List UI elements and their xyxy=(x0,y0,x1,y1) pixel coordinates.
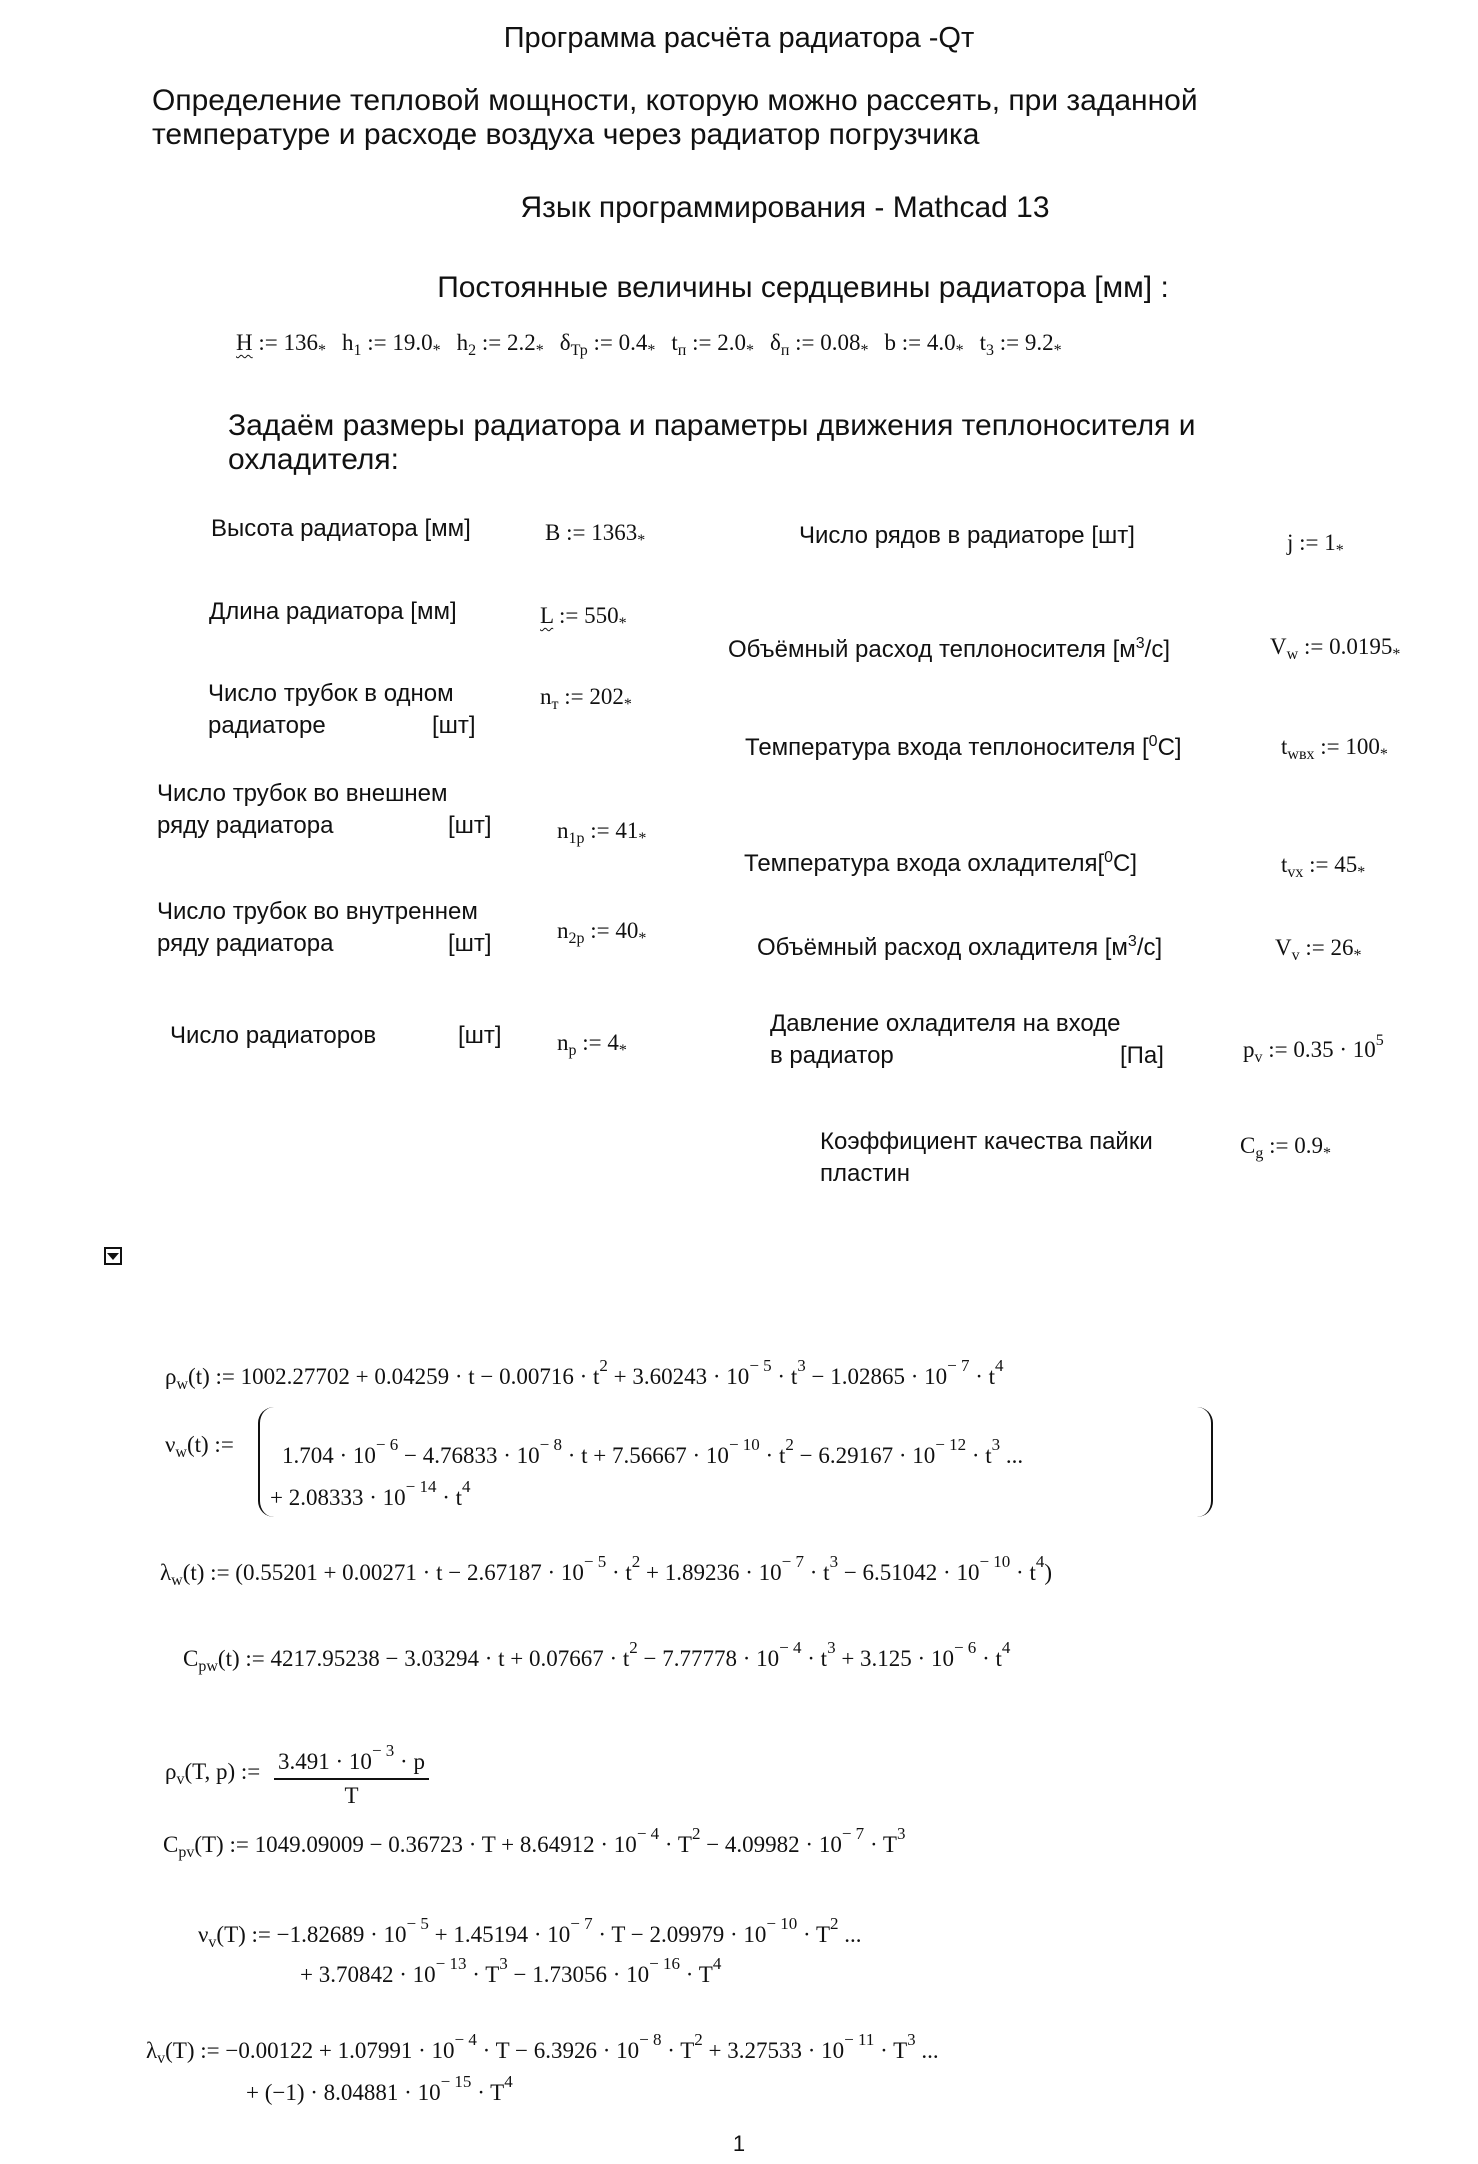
formula-text: · T xyxy=(471,2080,505,2105)
value: 45 xyxy=(1334,852,1358,877)
definition-marker: * xyxy=(1379,746,1388,763)
formula-exponent: 3 xyxy=(827,1638,836,1657)
input-label-line2: радиаторе xyxy=(208,712,326,739)
formula-text: ... xyxy=(838,1922,862,1947)
formula-exponent: − 3 xyxy=(371,1741,395,1760)
label-text: С] xyxy=(1113,850,1138,877)
right-paren xyxy=(1195,1407,1213,1517)
formula-exponent: − 12 xyxy=(935,1435,967,1454)
value: 136 xyxy=(283,330,318,355)
definition-marker: * xyxy=(638,930,647,947)
variable-name: n xyxy=(540,684,552,709)
input-label: Длина радиатора [мм] xyxy=(209,598,457,625)
input-label: Число трубок во внутреннем xyxy=(157,898,478,925)
description-line-2: температуре и расходе воздуха через радиатор погрузчика xyxy=(152,118,980,151)
formula-exponent: − 4 xyxy=(636,1824,660,1843)
collapse-arrow-icon xyxy=(107,1253,119,1260)
formula-exponent: 4 xyxy=(462,1477,471,1496)
page-number: 1 xyxy=(732,2131,746,2156)
formula-exponent: 2 xyxy=(631,1552,641,1571)
formula-exponent: − 5 xyxy=(749,1356,772,1375)
input-field[interactable] xyxy=(1281,852,1365,882)
formula-subscript: w xyxy=(176,1376,189,1393)
value: 4.0 xyxy=(926,330,956,355)
formula-nu-v-line2[interactable] xyxy=(300,1950,721,1989)
definition-marker: * xyxy=(637,532,646,549)
label-text: Температура входа охладителя[ xyxy=(744,850,1105,877)
value: 4 xyxy=(607,1030,619,1055)
formula-lhs xyxy=(165,1758,261,1788)
value: 26 xyxy=(1330,935,1354,960)
variable-name: δ xyxy=(769,330,781,355)
input-field[interactable] xyxy=(557,918,646,948)
formula-exponent: 3 xyxy=(907,2030,916,2049)
variable-subscript: g xyxy=(1255,1145,1264,1162)
input-unit: [шт] xyxy=(448,930,492,957)
formula-text: · T − 6.3926 · 10 xyxy=(476,2038,640,2063)
formula-exponent: 3 xyxy=(991,1435,1001,1454)
assign-operator: := xyxy=(361,330,393,355)
label-text: С] xyxy=(1157,734,1182,761)
formula-exponent: − 7 xyxy=(570,1914,593,1933)
formula-text: + 2.08333 · 10 xyxy=(270,1485,406,1510)
value: 0.4 xyxy=(618,330,648,355)
formula-exponent: − 11 xyxy=(844,2030,875,2049)
formula-text: ) xyxy=(1044,1560,1053,1585)
formula-rho-w[interactable] xyxy=(165,1352,1004,1399)
variable-name: t xyxy=(1281,734,1288,759)
formula-text: C xyxy=(183,1646,199,1671)
formula-text: · t + 7.56667 · 10 xyxy=(562,1443,729,1468)
formula-text: + 1.89236 · 10 xyxy=(640,1560,782,1585)
formula-subscript: v xyxy=(176,1770,185,1788)
exponent: 5 xyxy=(1375,1032,1384,1049)
value: 1363 xyxy=(591,520,638,545)
input-field[interactable] xyxy=(557,818,646,848)
formula-exponent: − 10 xyxy=(979,1552,1011,1571)
formula-text: (T) := 1049.09009 − 0.36723 · T + 8.64912 · 10 xyxy=(194,1832,637,1857)
formula-exponent: 4 xyxy=(1001,1638,1011,1657)
formula-exponent: 3 xyxy=(499,1954,508,1973)
inputs-heading-line-2: охладителя: xyxy=(228,443,399,476)
formula-text: (t) := xyxy=(186,1432,234,1457)
assign-operator: := xyxy=(553,603,585,628)
label-text: Объёмный расход теплоносителя [м xyxy=(728,636,1136,663)
formula-text: ρ xyxy=(165,1758,177,1784)
label-text: Температура входа теплоносителя [ xyxy=(745,734,1149,761)
formula-subscript: pv xyxy=(178,1844,195,1861)
formula-exponent: − 5 xyxy=(406,1914,429,1933)
variable-subscript: п xyxy=(677,342,687,359)
formula-text: (T) := −1.82689 · 10 xyxy=(216,1922,407,1947)
definition-marker: * xyxy=(318,342,326,359)
formula-text: · T xyxy=(797,1922,830,1947)
variable-name: j xyxy=(1287,530,1294,555)
formula-exponent: − 14 xyxy=(405,1477,437,1496)
formula-text: · t xyxy=(436,1485,463,1510)
formula-text: · T xyxy=(661,2038,695,2063)
variable-name: n xyxy=(557,1030,569,1055)
language-line: Язык программирования - Mathcad 13 xyxy=(520,191,1050,224)
formula-text: · t xyxy=(969,1364,996,1389)
value: 0.0195 xyxy=(1329,634,1393,659)
numerator xyxy=(274,1737,429,1780)
variable-subscript: т xyxy=(551,696,559,713)
formula-text: + 1.45194 · 10 xyxy=(428,1922,571,1947)
input-label: Число трубок во внешнем xyxy=(157,780,448,807)
formula-text: C xyxy=(163,1832,179,1857)
formula-exponent: 3 xyxy=(797,1356,806,1375)
input-label: Число трубок в одном xyxy=(208,680,454,707)
formula-exponent: − 10 xyxy=(728,1435,760,1454)
formula-nu-w-line2[interactable] xyxy=(270,1473,471,1512)
formula-text: + 3.70842 · 10 xyxy=(300,1962,436,1987)
variable-subscript: п xyxy=(780,342,790,359)
fraction xyxy=(274,1737,429,1810)
value: 550 xyxy=(584,603,619,628)
formula-text: · T xyxy=(680,1962,713,1987)
assign-operator: := xyxy=(686,330,718,355)
formula-text: · t xyxy=(966,1443,992,1468)
variable-name: n xyxy=(557,918,569,943)
assign-operator: := xyxy=(1299,935,1331,960)
label-text: /с] xyxy=(1136,934,1163,961)
formula-text: (T) := −0.00122 + 1.07991 · 10 xyxy=(165,2038,455,2063)
input-field[interactable] xyxy=(1275,935,1362,965)
formula-exponent: 4 xyxy=(995,1356,1004,1375)
input-label: Высота радиатора [мм] xyxy=(211,515,471,542)
variable-subscript: v xyxy=(1254,1049,1263,1066)
definition-marker: * xyxy=(535,342,544,359)
formula-text: · t xyxy=(801,1646,828,1671)
variable-subscript: v xyxy=(1291,947,1300,964)
formula-exponent: − 4 xyxy=(779,1638,802,1657)
formula-text: ν xyxy=(165,1432,176,1457)
assign-operator: := xyxy=(252,330,284,355)
formula-text: − 1.02865 · 10 xyxy=(805,1364,948,1389)
formula-subscript: v xyxy=(157,2050,166,2067)
definition-marker: * xyxy=(618,615,627,632)
assign-operator: := xyxy=(587,330,619,355)
constant-4 xyxy=(671,330,754,359)
variable-subscript: 2р xyxy=(568,930,585,947)
input-field[interactable] xyxy=(1270,634,1400,664)
input-field[interactable] xyxy=(1281,734,1388,764)
value: 2.0 xyxy=(717,330,746,355)
input-label: Коэффициент качества пайки xyxy=(820,1128,1153,1155)
formula-exponent: 3 xyxy=(829,1552,839,1571)
formula-lambda-v-line1[interactable] xyxy=(146,2026,939,2073)
formula-lambda-w[interactable] xyxy=(160,1548,1052,1595)
formula-subscript: w xyxy=(171,1572,183,1589)
formula-text: − 4.76833 · 10 xyxy=(398,1443,540,1468)
variable-subscript: 2 xyxy=(468,342,477,359)
input-label xyxy=(757,926,1162,964)
formula-text: (t) := 1002.27702 + 0.04259 · t − 0.00716 · t xyxy=(188,1364,600,1389)
variable-subscript: Тр xyxy=(570,342,588,359)
label-superscript: 0 xyxy=(1148,733,1158,750)
variable-subscript: 1 xyxy=(353,342,362,359)
formula-exponent: − 15 xyxy=(440,2072,472,2091)
formula-exponent: 2 xyxy=(830,1914,839,1933)
value: 9.2 xyxy=(1024,330,1054,355)
formula-text: + 3.27533 · 10 xyxy=(702,2038,845,2063)
value: 100 xyxy=(1345,734,1380,759)
assign-operator: := xyxy=(1263,1133,1295,1158)
inputs-heading-line-1: Задаём размеры радиатора и параметры движения теплоносителя и xyxy=(228,409,1196,442)
input-unit: [Па] xyxy=(1120,1042,1164,1069)
formula-text: · T xyxy=(659,1832,692,1857)
definition-marker: * xyxy=(623,696,632,713)
label-superscript: 3 xyxy=(1127,933,1137,950)
label-text: /с] xyxy=(1144,636,1171,663)
variable-name: t xyxy=(979,330,987,355)
formula-cp-v[interactable] xyxy=(163,1820,905,1867)
formula-text: − 1.73056 · 10 xyxy=(507,1962,650,1987)
variable-name: δ xyxy=(559,330,571,355)
formula-text: · T − 2.09979 · 10 xyxy=(592,1922,767,1947)
formula-exponent: 4 xyxy=(1035,1552,1045,1571)
assign-operator: := xyxy=(789,330,821,355)
constants-row xyxy=(236,330,1078,360)
input-field[interactable] xyxy=(1240,1133,1331,1163)
input-label-line2: пластин xyxy=(820,1160,910,1187)
variable-subscript: w xyxy=(1286,646,1299,663)
assign-operator: := xyxy=(1314,734,1346,759)
input-label xyxy=(745,726,1182,764)
assign-operator: := xyxy=(576,1030,608,1055)
formula-text: λ xyxy=(146,2038,158,2063)
formula-text: − 6.29167 · 10 xyxy=(793,1443,936,1468)
assign-operator: := xyxy=(1298,634,1330,659)
description-line-1: Определение тепловой мощности, которую можно рассеять, при заданной xyxy=(152,84,1198,117)
definition-marker: * xyxy=(1353,947,1362,964)
definition-marker: * xyxy=(1357,864,1366,881)
value: 0.35 · 10 xyxy=(1293,1037,1376,1062)
assign-operator: := xyxy=(1293,530,1325,555)
variable-name: L xyxy=(540,603,554,628)
formula-text: ρ xyxy=(165,1364,177,1389)
formula-exponent: 4 xyxy=(712,1954,722,1973)
definition-marker: * xyxy=(1322,1145,1331,1162)
formula-exponent: 2 xyxy=(599,1356,608,1375)
variable-subscript: wвх xyxy=(1287,746,1315,763)
formula-exponent: − 8 xyxy=(539,1435,562,1454)
variable-name: t xyxy=(1281,852,1288,877)
constant-6 xyxy=(884,330,964,359)
assign-operator: := xyxy=(1262,1037,1294,1062)
collapse-region-button[interactable] xyxy=(104,1247,122,1265)
variable-name: h xyxy=(342,330,354,355)
definition-marker: * xyxy=(647,342,656,359)
formula-exponent: − 6 xyxy=(375,1435,399,1454)
value: 0.08 xyxy=(820,330,861,355)
formula-text: T xyxy=(344,1783,359,1808)
constant-3 xyxy=(559,330,656,359)
variable-name: h xyxy=(456,330,469,355)
formula-exponent: 2 xyxy=(629,1638,638,1657)
definition-marker: * xyxy=(745,342,754,359)
constants-heading: Постоянные величины сердцевины радиатора [мм] : xyxy=(437,271,1169,304)
formula-text: · t xyxy=(759,1443,786,1468)
formula-text: · T xyxy=(864,1832,897,1857)
variable-name: p xyxy=(1243,1037,1255,1062)
definition-marker: * xyxy=(955,342,964,359)
formula-exponent: − 16 xyxy=(649,1954,681,1973)
assign-operator: := xyxy=(994,330,1025,355)
assign-operator: := xyxy=(560,520,592,545)
assign-operator: := xyxy=(558,684,590,709)
formula-exponent: − 10 xyxy=(766,1914,798,1933)
input-label-line2: в радиатор xyxy=(770,1042,894,1069)
assign-operator: := xyxy=(584,918,616,943)
variable-subscript: 3 xyxy=(986,342,995,359)
label-superscript: 0 xyxy=(1104,849,1114,866)
formula-text: (t) := 4217.95238 − 3.03294 · t + 0.07667 · t xyxy=(217,1646,630,1671)
formula-text: · t xyxy=(606,1560,632,1585)
input-field[interactable] xyxy=(1287,530,1344,560)
formula-exponent: − 7 xyxy=(781,1552,804,1571)
value: 19.0 xyxy=(392,330,433,355)
input-label-line2: ряду радиатора xyxy=(157,930,334,957)
formula-text: − 6.51042 · 10 xyxy=(838,1560,980,1585)
definition-marker: * xyxy=(432,342,441,359)
formula-exponent: − 6 xyxy=(953,1638,977,1657)
value: 40 xyxy=(615,918,639,943)
formula-text: − 7.77778 · 10 xyxy=(637,1646,780,1671)
input-field[interactable] xyxy=(540,684,632,714)
formula-text: + 3.125 · 10 xyxy=(835,1646,954,1671)
formula-text: − 4.09982 · 10 xyxy=(700,1832,842,1857)
formula-text: + 3.60243 · 10 xyxy=(607,1364,750,1389)
constant-1 xyxy=(342,330,441,359)
formula-text: 3.491 · 10 xyxy=(278,1749,372,1774)
definition-marker: * xyxy=(1392,646,1401,663)
input-field[interactable] xyxy=(557,1030,627,1060)
formula-exponent: − 5 xyxy=(583,1552,607,1571)
constant-5 xyxy=(769,330,869,359)
document-title: Программа расчёта радиатора -Qт xyxy=(503,22,975,54)
formula-subscript: v xyxy=(208,1934,217,1951)
formula-text: (t) := (0.55201 + 0.00271 · t − 2.67187 · 10 xyxy=(182,1560,584,1585)
input-label: Число радиаторов xyxy=(170,1022,377,1049)
formula-text: + (−1) · 8.04881 · 10 xyxy=(246,2080,441,2105)
input-field[interactable] xyxy=(545,520,645,550)
variable-name: t xyxy=(671,330,678,355)
definition-marker: * xyxy=(1335,542,1344,559)
variable-name: V xyxy=(1275,935,1292,960)
value: 0.9 xyxy=(1294,1133,1323,1158)
variable-name: n xyxy=(557,818,569,843)
formula-text: · T xyxy=(466,1962,500,1987)
formula-nu-w-lhs[interactable] xyxy=(165,1431,234,1467)
definition-marker: * xyxy=(860,342,869,359)
formula-text: (T, p) := xyxy=(184,1758,261,1784)
value: 41 xyxy=(615,818,639,843)
input-label: Число рядов в радиаторе [шт] xyxy=(799,522,1135,549)
variable-name: V xyxy=(1270,634,1287,659)
input-label-line2: ряду радиатора xyxy=(157,812,334,839)
constant-0 xyxy=(236,330,326,359)
denominator xyxy=(274,1780,429,1810)
formula-text: · t xyxy=(1010,1560,1036,1585)
formula-text: λ xyxy=(160,1560,172,1585)
formula-text: · t xyxy=(804,1560,830,1585)
input-label xyxy=(744,842,1137,880)
formula-subscript: w xyxy=(175,1444,187,1461)
formula-exponent: − 7 xyxy=(841,1824,865,1843)
input-label xyxy=(728,628,1170,666)
formula-exponent: 4 xyxy=(504,2072,513,2091)
formula-rho-v[interactable] xyxy=(165,1737,429,1810)
formula-text: · p xyxy=(394,1749,425,1774)
value: 2.2 xyxy=(507,330,536,355)
formula-exponent: 2 xyxy=(691,1824,701,1843)
formula-text: 1.704 · 10 xyxy=(282,1443,376,1468)
formula-exponent: 2 xyxy=(694,2030,703,2049)
definition-marker: * xyxy=(638,830,647,847)
label-text: Объёмный расход охладителя [м xyxy=(757,934,1128,961)
formula-text: · t xyxy=(976,1646,1002,1671)
constant-2 xyxy=(456,330,544,359)
input-unit: [шт] xyxy=(432,712,476,739)
input-field[interactable] xyxy=(1243,1032,1384,1067)
input-unit: [шт] xyxy=(458,1022,502,1049)
value: 1 xyxy=(1324,530,1336,555)
formula-text: · t xyxy=(771,1364,798,1389)
assign-operator: := xyxy=(476,330,507,355)
label-superscript: 3 xyxy=(1135,635,1145,652)
definition-marker: * xyxy=(618,1042,627,1059)
formula-exponent: 3 xyxy=(896,1824,906,1843)
formula-exponent: 2 xyxy=(785,1435,794,1454)
formula-exponent: − 13 xyxy=(435,1954,467,1973)
variable-name: B xyxy=(545,520,561,545)
input-field[interactable] xyxy=(540,603,627,633)
formula-subscript: pw xyxy=(198,1658,218,1675)
variable-subscript: р xyxy=(568,1042,577,1059)
formula-nu-w-line1[interactable] xyxy=(282,1431,1023,1470)
value: 202 xyxy=(589,684,624,709)
formula-exponent: − 8 xyxy=(639,2030,662,2049)
constant-7 xyxy=(979,330,1062,359)
assign-operator: := xyxy=(896,330,927,355)
variable-name: C xyxy=(1240,1133,1256,1158)
formula-cp-w[interactable] xyxy=(183,1634,1010,1681)
variable-subscript: vx xyxy=(1287,864,1304,881)
formula-text: ν xyxy=(198,1922,209,1947)
definition-marker: * xyxy=(1053,342,1062,359)
assign-operator: := xyxy=(1303,852,1335,877)
formula-text: ... xyxy=(915,2038,939,2063)
formula-exponent: − 7 xyxy=(947,1356,970,1375)
variable-name: b xyxy=(884,330,896,355)
formula-exponent: − 4 xyxy=(454,2030,477,2049)
formula-text: ... xyxy=(1000,1443,1024,1468)
formula-text: · T xyxy=(874,2038,908,2063)
input-unit: [шт] xyxy=(448,812,492,839)
input-label: Давление охладителя на входе xyxy=(770,1010,1121,1037)
formula-lambda-v-line2[interactable] xyxy=(246,2068,513,2107)
variable-name: H xyxy=(236,330,253,355)
assign-operator: := xyxy=(584,818,616,843)
variable-subscript: 1р xyxy=(568,830,585,847)
